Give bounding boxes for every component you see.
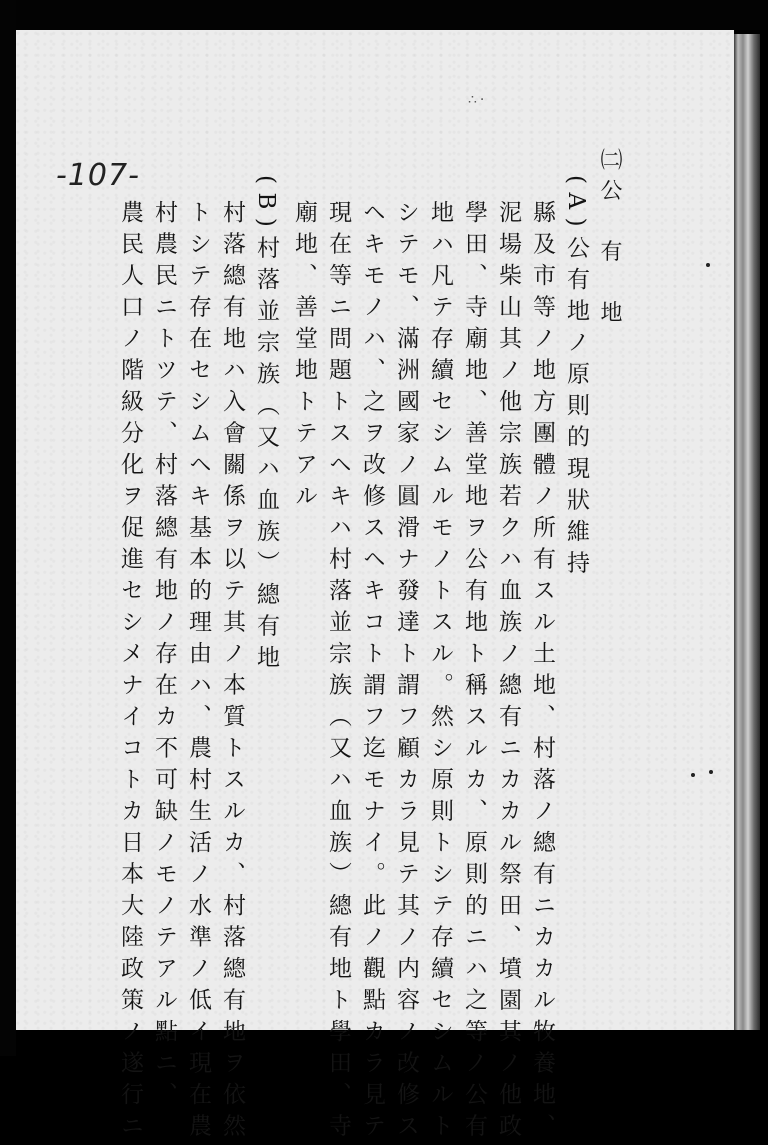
text-column: 縣及市等ノ地方團體ノ所有スル土地、村落ノ總有ニカカル牧養地、 xyxy=(529,200,555,1145)
document-page xyxy=(16,30,734,1145)
text-column: 泥場柴山其ノ他宗族若クハ血族ノ總有ニカカル祭田、墳園其ノ他政 xyxy=(495,200,521,1145)
page-mark: ∴· xyxy=(468,92,488,108)
text-column: シテモ、滿洲國家ノ圓滑ナ發達ト謂フ顧カラ見テ其ノ内容ノ改修ス xyxy=(393,200,419,1145)
text-column: トシテ存在セシムヘキ基本的理由ハ、農村生活ノ水準ノ低イ現在農 xyxy=(185,200,211,1145)
text-column: (A)公有地ノ原則的現狀維持 xyxy=(563,175,589,582)
text-column: 現在等ニ問題トスヘキハ村落並宗族（又ハ血族）總有地ト學田、寺 xyxy=(325,200,351,1145)
text-column: 地ハ凡テ存續セシムルモノトスル。然シ原則トシテ存續セシムルト xyxy=(427,200,453,1145)
text-column: 農民人口ノ階級分化ヲ促進セシメナイコトカ日本大陸政策ノ遂行ニ xyxy=(117,200,143,1145)
ink-speck xyxy=(691,773,695,777)
text-column: ヘキモノハ、之ヲ改修スヘキコト謂フ迄モナイ。此ノ觀點カラ見テ xyxy=(359,200,385,1145)
ink-speck xyxy=(709,770,713,774)
text-column: (B)村落並宗族（又ハ血族）總有地 xyxy=(253,175,279,677)
section-heading: ㈡公 有 地 xyxy=(597,148,622,331)
scan-border-left xyxy=(0,0,16,1056)
text-column: 村落總有地ハ入會關係ヲ以テ其ノ本質トスルカ、村落總有地ヲ依然 xyxy=(219,200,245,1145)
text-column: 村農民ニトツテ、村落總有地ノ存在カ不可缺ノモノテアル點ニ、 xyxy=(151,200,177,1114)
text-column: 廟地、善堂地トテアル xyxy=(291,200,317,515)
page-number: -107- xyxy=(56,158,140,193)
ink-speck xyxy=(706,263,710,267)
scan-border-top xyxy=(0,0,768,30)
text-column: 學田、寺廟地、善堂地ヲ公有地ト稱スルカ、原則的ニハ之等ノ公有 xyxy=(461,200,487,1145)
book-binding-edge xyxy=(734,34,760,1030)
